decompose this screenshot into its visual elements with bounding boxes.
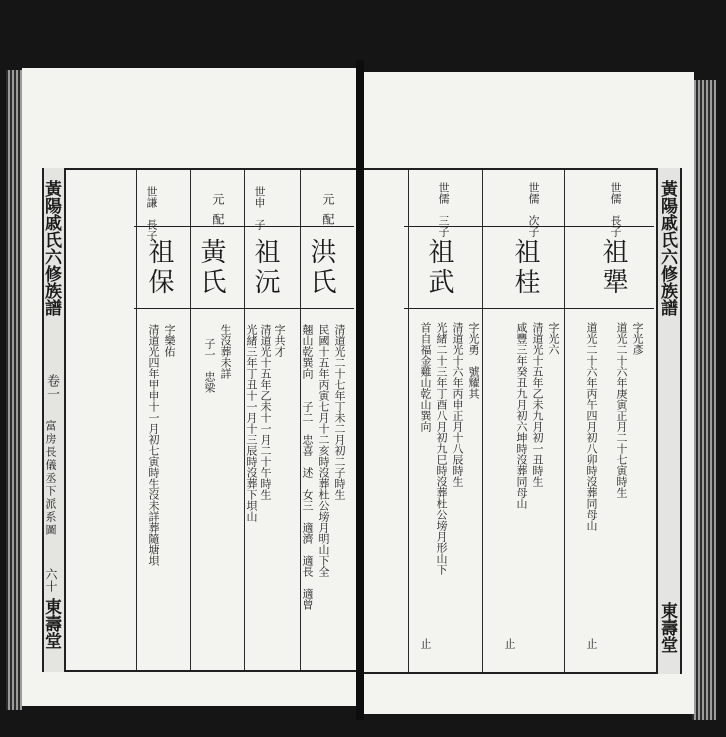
left-col1-detail-0: 字共才 — [273, 324, 286, 357]
left-col1-name: 祖沅 — [250, 238, 280, 298]
left-page-stack-edge — [6, 70, 22, 710]
left-top-rule — [62, 168, 360, 170]
right-page — [364, 72, 694, 714]
right-col1-detail-0: 字光六 — [547, 322, 560, 355]
left-col0-name: 洪氏 — [306, 238, 336, 298]
left-col2-name: 黃氏 — [196, 238, 226, 298]
right-col1-detail-1: 清道光十五年乙未九月初一丑時生 — [531, 322, 544, 487]
right-col0-detail-2: 道光二十六年丙午四月初八卯時沒葬同母山 — [585, 322, 598, 531]
left-col0-detail-1: 民國十五年丙寅七月十二亥時沒葬杜公塝月明山下全 — [317, 324, 330, 577]
right-col2-detail-0: 字光勇 號耀其 — [467, 322, 480, 399]
left-col-sep-1 — [136, 170, 137, 670]
right-col0-detail-0: 字光彥 — [631, 322, 644, 355]
left-col3-name: 祖保 — [144, 238, 174, 298]
left-bottom-rule — [62, 670, 360, 672]
right-col0-rel: 世儒 長子 — [609, 182, 622, 237]
left-col3-detail-1: 清道光四年甲申十一月初七寅時生沒未詳葬隨塘垻 — [147, 324, 160, 566]
right-bottom-rule — [364, 672, 656, 674]
left-col-sep-2 — [190, 170, 191, 670]
right-col0-name: 祖犟 — [598, 238, 628, 298]
right-name-rule-bottom — [404, 308, 654, 309]
left-col3-rel: 世謙 長子 — [145, 186, 158, 241]
left-margin-page: 六十 — [44, 568, 58, 592]
left-margin-section: 富房長儀丞下派系圖 — [44, 420, 57, 537]
left-col2-detail-1: 子一 忠梁 — [203, 338, 216, 393]
right-page-stack-edge — [692, 80, 716, 720]
left-margin-title: 黃陽戚氏六修族譜 — [41, 180, 61, 316]
left-col1-detail-2: 光緒三年丁丑十一月十三辰時沒葬下垻山 — [245, 324, 258, 522]
right-col2-rel: 世儒 三子 — [437, 182, 450, 237]
left-margin-volume: 卷一 — [44, 374, 59, 400]
left-page — [22, 68, 360, 706]
right-col2-detail-2: 光緒二十三年丁酉八月初九巳時沒葬杜公塝月形山下 — [435, 322, 448, 575]
right-col1-detail-2: 咸豐三年癸丑九月初六坤時沒葬同母山 — [515, 322, 528, 509]
left-col2-title: 元配 — [211, 193, 225, 233]
right-col-sep-1 — [408, 170, 409, 672]
right-col1-name: 祖桂 — [510, 238, 540, 298]
left-col0-detail-2: 翹山乾巽向 子二 忠喜 述 女三 適濟 適長 適曾 — [301, 324, 314, 610]
right-margin-hall: 東壽堂 — [657, 602, 677, 653]
right-col1-rel: 世儒 次子 — [527, 182, 540, 237]
left-col2-detail-0: 生沒葬未詳 — [219, 324, 232, 379]
right-col1-end: 止 — [503, 638, 516, 649]
right-col0-detail-1: 道光二十六年庚寅正月二十七寅時生 — [615, 322, 628, 498]
left-col1-detail-1: 清道光十五年乙未十一月二十午時生 — [259, 324, 272, 500]
right-col-sep-3 — [564, 170, 565, 672]
right-margin-title: 黃陽戚氏六修族譜 — [657, 180, 677, 316]
left-col3-detail-0: 字樂佑 — [163, 324, 176, 357]
right-col0-end: 止 — [585, 638, 598, 649]
right-col2-end: 止 — [419, 638, 432, 649]
right-col-sep-2 — [482, 170, 483, 672]
left-col0-detail-0: 清道光二十七年丁未二月初二子時生 — [333, 324, 346, 500]
left-margin-hall: 東壽堂 — [41, 598, 61, 649]
right-col2-detail-3: 首自福金雞山乾山巽向 — [419, 322, 432, 432]
left-col1-rel: 世申 子 — [253, 186, 266, 230]
right-col2-detail-1: 清道光十六年丙申正月十八辰時生 — [451, 322, 464, 487]
right-col2-name: 祖武 — [424, 238, 454, 298]
left-col0-title: 元配 — [321, 193, 335, 233]
book-spine — [356, 60, 364, 720]
